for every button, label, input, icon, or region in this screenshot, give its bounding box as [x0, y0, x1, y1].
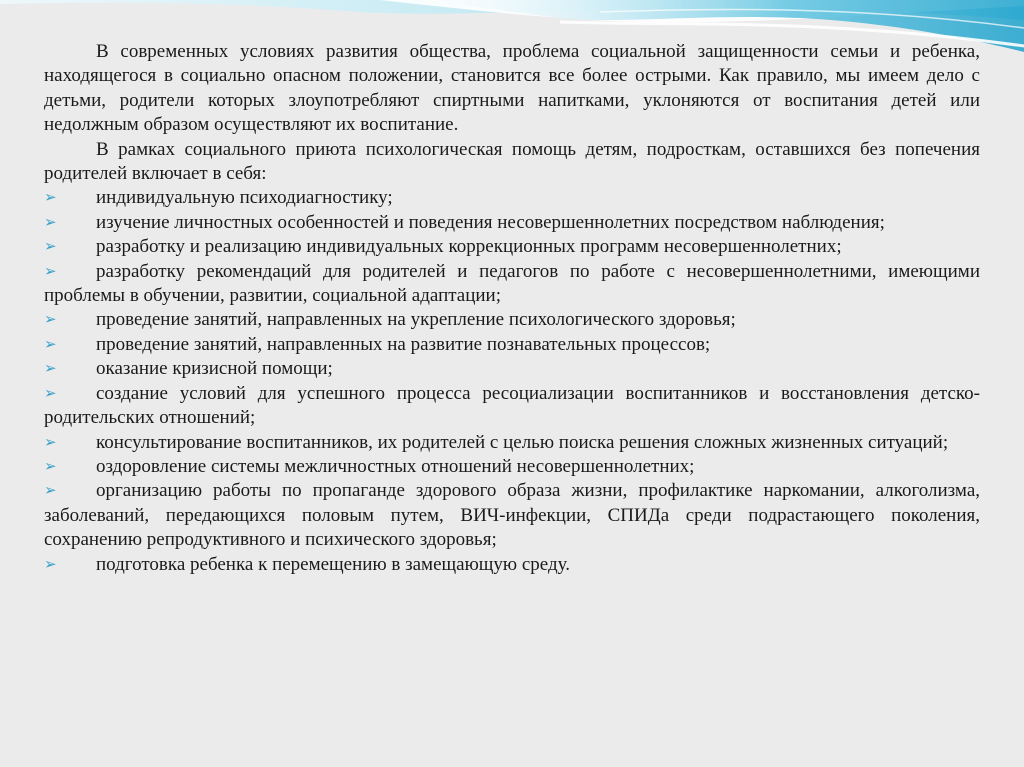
list-item-text: подготовка ребенка к перемещению в замещающую среду. [96, 553, 570, 575]
list-item-text: оказание кризисной помощи; [96, 358, 333, 380]
arrow-bullet-icon: ➢ [44, 336, 57, 353]
arrow-bullet-icon: ➢ [44, 434, 57, 451]
list-item-text: разработку рекомендаций для родителей и педагогов по работе с несовершеннолетними, имеющими проблемы в обучении, развитии, социальной адаптации; [44, 260, 980, 307]
list-item [44, 382, 980, 431]
list-item-text: разработку и реализацию индивидуальных коррекционных программ несовершеннолетних; [96, 236, 842, 258]
list-item [44, 260, 980, 309]
arrow-bullet-icon: ➢ [44, 385, 57, 402]
arrow-bullet-icon: ➢ [44, 190, 57, 207]
list-item-text: создание условий для успешного процесса ресоциализации воспитанников и восстановления детско-родительских отношений; [44, 382, 980, 429]
list-item [44, 431, 980, 455]
list-item-text: организацию работы по пропаганде здорового образа жизни, профилактике наркомании, алкоголизма, заболеваний, передающихся половым путем, ВИЧ-инфекции, СПИДа среди подрастающего поколения, сохранению репродуктивного и психического здоровья; [44, 480, 980, 551]
list-item-text: оздоровление системы межличностных отношений несовершеннолетних; [96, 455, 695, 477]
list-item [44, 553, 980, 577]
list-item-text: проведение занятий, направленных на развитие познавательных процессов; [96, 333, 711, 355]
slide-body [44, 40, 980, 577]
arrow-bullet-icon: ➢ [44, 458, 57, 475]
help-intro-paragraph: В рамках социального приюта психологическая помощь детям, подросткам, оставшихся без попечения родителей включает в себя: [44, 138, 980, 185]
list-item-text: индивидуальную психодиагностику; [96, 187, 393, 209]
list-item [44, 479, 980, 552]
list-item-text: изучение личностных особенностей и поведения несовершеннолетних посредством наблюдения; [96, 211, 885, 233]
arrow-bullet-icon: ➢ [44, 239, 57, 256]
list-item [44, 186, 980, 210]
arrow-bullet-icon: ➢ [44, 263, 57, 280]
list-item [44, 235, 980, 259]
list-item [44, 308, 980, 332]
arrow-bullet-icon: ➢ [44, 214, 57, 231]
list-item [44, 455, 980, 479]
arrow-bullet-icon: ➢ [44, 556, 57, 573]
intro-paragraph: В современных условиях развития общества, проблема социальной защищенности семьи и ребенка, находящегося в социально опасном положении, становится все более острыми. Как правило, мы имеем дело с детьми, родители которых злоупотребляют спиртными напитками, уклоняются от воспитания детей или недолжным образом осуществляют их воспитание. [44, 41, 980, 136]
arrow-bullet-icon: ➢ [44, 312, 57, 329]
list-item [44, 357, 980, 381]
arrow-bullet-icon: ➢ [44, 361, 57, 378]
list-item [44, 333, 980, 357]
list-item-text: консультирование воспитанников, их родителей с целью поиска решения сложных жизненных ситуаций; [96, 431, 949, 453]
list-item-text: проведение занятий, направленных на укрепление психологического здоровья; [96, 309, 736, 331]
list-item [44, 211, 980, 235]
arrow-bullet-icon: ➢ [44, 483, 57, 500]
